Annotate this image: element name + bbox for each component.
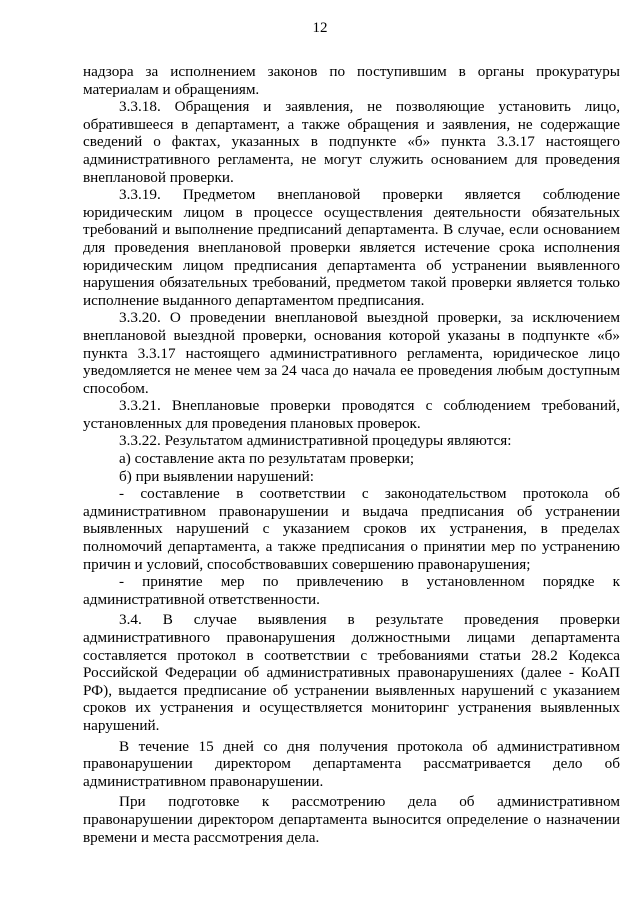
paragraph-3-3-18: 3.3.18. Обращения и заявления, не позволяющие установить лицо, обратившееся в департамент, а также обращения и заявления, не содержащие сведений о фактах, указанных в подпункте «б» пункта 3.3.17 настоящего административного регламента, не могут служить основанием для проведения внеплановой проверки. [83, 98, 620, 186]
paragraph-3-4: 3.4. В случае выявления в результате проведения проверки административного правонарушения должностными лицами департамента составляется протокол в соответствии с требованиями статьи 28.2 Кодекса Российской Федерации об административных правонарушениях (далее - КоАП РФ), выдается предписание об устранении выявленных нарушений с указанием сроков их устранения и осуществляется мониторинг устранения выявленных нарушений. [83, 611, 620, 734]
document-body [83, 63, 620, 846]
paragraph-3-3-19: 3.3.19. Предметом внеплановой проверки является соблюдение юридическим лицом в процессе осуществления деятельности обязательных требований и выполнение предписаний департамента. В случае, если основанием для проведения внеплановой проверки является истечение срока исполнения юридическим лицом предписания департамента об устранении выявленного нарушения обязательных требований, предметом такой проверки является только исполнение выданного департаментом предписания. [83, 186, 620, 309]
list-item-b: б) при выявлении нарушений: [119, 467, 314, 485]
paragraph-continuation: надзора за исполнением законов по поступившим в органы прокуратуры материалам и обращениям. [83, 63, 620, 98]
paragraph-3-3-20: 3.3.20. О проведении внеплановой выездной проверки, за исключением внеплановой выездной проверки, основания которой указаны в подпункте «б» пункта 3.3.17 настоящего административного регламента, юридическое лицо уведомляется не менее чем за 24 часа до начала ее проведения любым доступным способом. [83, 309, 620, 397]
dash-item-protocol: - составление в соответствии с законодательством протокола об административном правонарушении и выдача предписания об устранении выявленных нарушений с указанием сроков их устранения, в пределах полномочий департамента, а также предписания о принятии мер по устранению причин и условий, способствовавших совершению правонарушения; [83, 485, 620, 573]
list-item-a: а) составление акта по результатам проверки; [119, 450, 415, 468]
paragraph-15-days: В течение 15 дней со дня получения протокола об административном правонарушении директором департамента рассматривается дело об административном правонарушении. [83, 737, 620, 790]
paragraph-3-3-21: 3.3.21. Внеплановые проверки проводятся с соблюдением требований, установленных для проведения плановых проверок. [83, 397, 620, 432]
paragraph-preparation: При подготовке к рассмотрению дела об административном правонарушении директором департамента выносится определение о назначении времени и места рассмотрения дела. [83, 793, 620, 846]
paragraph-3-3-22: 3.3.22. Результатом административной процедуры являются: [119, 432, 512, 450]
page-number: 12 [312, 20, 328, 36]
dash-item-measures: - принятие мер по привлечению в установленном порядке к административной ответственности. [83, 573, 620, 608]
